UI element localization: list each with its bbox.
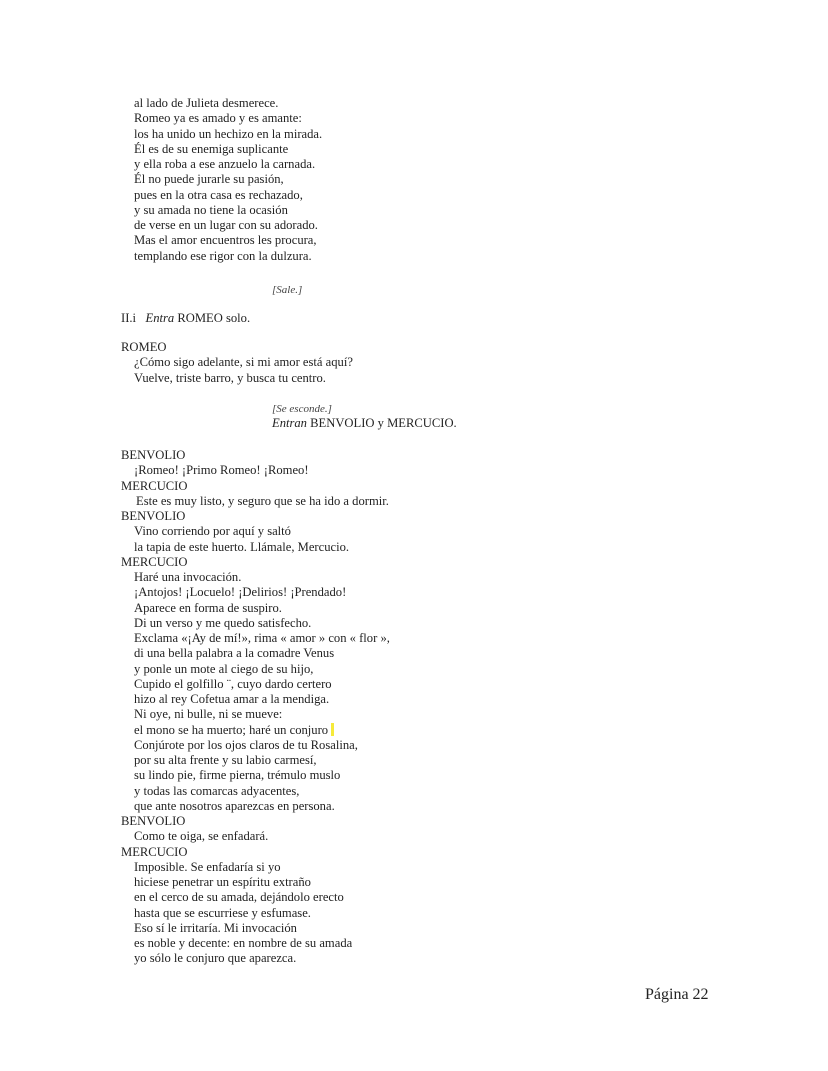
verse-line — [121, 829, 390, 844]
scene-entry: ROMEO solo. — [174, 311, 251, 325]
verse-line — [121, 646, 390, 661]
line-text: hiciese penetrar un espíritu extraño — [134, 875, 311, 889]
verse-line — [121, 616, 390, 631]
line-text: ¡Romeo! ¡Primo Romeo! ¡Romeo! — [134, 463, 309, 478]
line-text: Aparece en forma de suspiro. — [134, 600, 282, 615]
line-text: en el cerco de su amada, dejándolo erecto — [134, 890, 344, 905]
verse-line — [121, 677, 390, 692]
verse-line — [121, 692, 390, 707]
verse-line — [121, 723, 390, 738]
verse-line — [121, 784, 390, 799]
line-text: Haré una invocación. — [134, 570, 242, 584]
speaker-name — [121, 555, 390, 570]
line-text: el mono se ha muerto; haré un conjuro — [134, 722, 329, 737]
entrance-names: BENVOLIO y MERCUCIO. — [306, 416, 457, 431]
verse-line — [121, 906, 390, 921]
verse-line — [121, 601, 390, 616]
verse-line — [121, 524, 390, 539]
verse-line — [121, 753, 390, 768]
verse-line — [121, 738, 390, 753]
verse-line: Él no puede jurarle su pasión, — [134, 172, 284, 187]
line-text: Exclama «¡Ay de mí!», rima « amor » con « flor », — [134, 631, 390, 645]
verse-line — [121, 921, 390, 936]
speaker-name — [121, 845, 390, 860]
verse-line — [121, 585, 390, 600]
line-text: BENVOLIO — [121, 448, 186, 462]
speaker-name — [121, 509, 390, 524]
verse-line: pues en la otra casa es rechazado, — [134, 187, 303, 202]
entra-word: Entra — [145, 311, 175, 325]
prologue-verses — [121, 96, 322, 264]
speaker-name — [121, 479, 390, 494]
line-text: BENVOLIO — [121, 814, 186, 828]
line-text: por su alta frente y su labio carmesí, — [134, 753, 317, 767]
scene-heading — [121, 311, 250, 326]
speaker-name — [121, 814, 390, 829]
verse-line — [121, 875, 390, 890]
line-text: Conjúrote por los ojos claros de tu Rosalina, — [134, 737, 358, 752]
verse-line — [121, 463, 390, 478]
line-text: y todas las comarcas adyacentes, — [134, 783, 300, 798]
romeo-speech — [121, 340, 353, 386]
verse-line: ¿Cómo sigo adelante, si mi amor está aquí? — [134, 355, 353, 370]
verse-line — [121, 799, 390, 814]
line-text: MERCUCIO — [121, 554, 188, 569]
stage-direction-exit — [272, 282, 302, 298]
speaker-name — [121, 448, 390, 463]
line-text: MERCUCIO — [121, 478, 188, 493]
line-text: que ante nosotros aparezcas en persona. — [134, 798, 335, 813]
line-text: Imposible. Se enfadaría si yo — [134, 859, 281, 874]
verse-line — [121, 936, 390, 951]
hides-direction: [Se esconde.] — [272, 403, 332, 415]
verse-line: Vuelve, triste barro, y busca tu centro. — [134, 370, 326, 385]
line-text: MERCUCIO — [121, 844, 188, 859]
dialogue — [121, 448, 390, 967]
verse-line: templando ese rigor con la dulzura. — [134, 248, 312, 263]
verse-line — [121, 662, 390, 677]
line-text: y ponle un mote al ciego de su hijo, — [134, 661, 314, 676]
verse-line — [121, 540, 390, 555]
verse-line — [121, 631, 390, 646]
page-number: Página 22 — [645, 986, 709, 1003]
verse-line — [121, 860, 390, 875]
scene-number: II.i — [121, 311, 137, 325]
verse-line — [121, 768, 390, 783]
line-text: Eso sí le irritaría. Mi invocación — [134, 920, 297, 935]
verse-line: de verse en un lugar con su adorado. — [134, 218, 318, 232]
line-text: Vino corriendo por aquí y saltó — [134, 524, 291, 539]
line-text: hasta que se escurriese y esfumase. — [134, 905, 311, 920]
line-text: yo sólo le conjuro que aparezca. — [134, 951, 297, 966]
line-text: es noble y decente: en nombre de su amada — [134, 936, 353, 950]
verse-line — [121, 570, 390, 585]
speaker-name: ROMEO — [121, 340, 167, 354]
verse-line — [121, 951, 390, 966]
line-text: la tapia de este huerto. Llámale, Mercucio. — [134, 539, 350, 554]
highlight-mark — [331, 723, 334, 736]
line-text: Ni oye, ni bulle, ni se mueve: — [134, 707, 283, 722]
verse-line: al lado de Julieta desmerece. — [134, 96, 279, 110]
line-text: Este es muy listo, y seguro que se ha ido a dormir. — [136, 493, 389, 508]
verse-line: y ella roba a ese anzuelo la carnada. — [134, 157, 316, 171]
line-text: su lindo pie, firme pierna, trémulo muslo — [134, 768, 341, 783]
line-text: Cupido el golfillo ¨, cuyo dardo certero — [134, 676, 332, 691]
verse-line: los ha unido un hechizo en la mirada. — [134, 126, 323, 141]
verse-line: Él es de su enemiga suplicante — [134, 141, 289, 156]
line-text: Como te oiga, se enfadará. — [134, 829, 269, 844]
verse-line: y su amada no tiene la ocasión — [134, 202, 288, 217]
line-text: di una bella palabra a la comadre Venus — [134, 646, 335, 661]
line-text: ¡Antojos! ¡Locuelo! ¡Delirios! ¡Prendado! — [134, 585, 347, 600]
line-text: BENVOLIO — [121, 509, 186, 523]
stage-direction-text: [Sale.] — [272, 284, 303, 296]
verse-line — [121, 707, 390, 722]
verse-line — [121, 494, 390, 509]
stage-direction-entrance — [272, 401, 457, 432]
line-text: hizo al rey Cofetua amar a la mendiga. — [134, 692, 330, 706]
verse-line — [121, 890, 390, 905]
entran-word: Entran — [272, 416, 307, 431]
verse-line: Romeo ya es amado y es amante: — [134, 111, 302, 126]
verse-line: Mas el amor encuentros les procura, — [134, 233, 317, 248]
line-text: Di un verso y me quedo satisfecho. — [134, 615, 312, 630]
